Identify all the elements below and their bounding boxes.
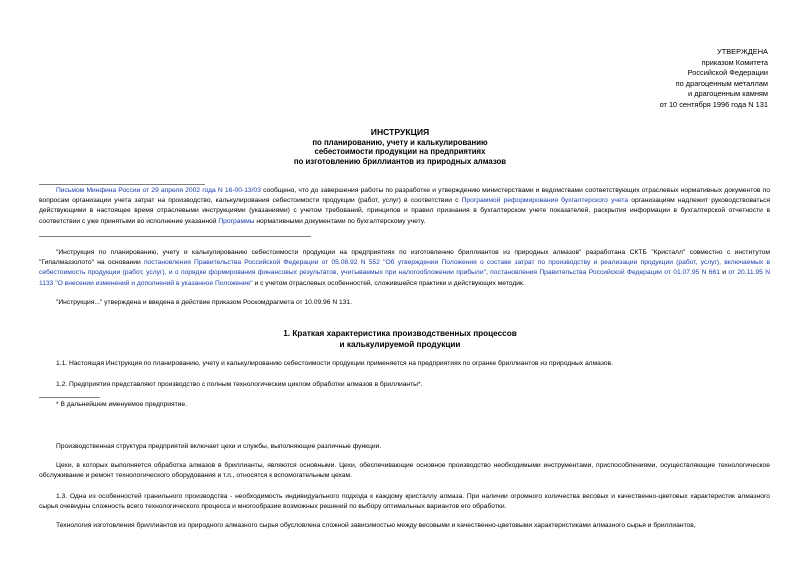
intro-text: и с учетом отраслевых особенностей, сложившейся практики и действующих методик.: [252, 279, 525, 287]
title-line: ИНСТРУКЦИЯ: [370, 127, 430, 137]
title-line: по планированию, учету и калькулированию: [312, 137, 488, 147]
paragraph-technology: Технология изготовления бриллиантов из природного алмазного сырья обусловлена сложной зависимостью между весовыми и качественно-цветовыми характеристиками алмазного сырья и бриллиантов,: [56, 522, 696, 529]
link-reform-program[interactable]: Программой реформирования бухгалтерского учета: [461, 197, 629, 205]
title-line: себестоимости продукции на предприятиях: [314, 147, 486, 157]
section-heading-line: и калькулируемой продукции: [339, 339, 461, 349]
paragraph-structure: Производственная структура предприятий включает цехи и службы, выполняющие различные функции.: [56, 443, 382, 450]
document-title: [190, 128, 610, 166]
paragraph-workshops: Цехи, в которых выполняется обработка алмазов в бриллианты, являются основными. Цехи, обеспечивающие основное производство необходимыми инструментами, приспособлениями, осуществляющие технологическое обслуживание и ремонт технологического оборудования и т.п., относятся к вспомогательным цехам.: [39, 462, 770, 480]
paragraph-1-3: 1.3. Одна из особенностей гранильного производства - необходимость индивидуального подхода к каждому кристаллу алмаза. При наличии огромного количества весовых и качественно-цветовых характеристик алмазного сырья очевидны сложность всего технологического процесса и многообразие возможных решений по выбору оптимальных вариантов его обработки.: [39, 493, 770, 511]
approval-line: приказом Комитета: [701, 57, 768, 67]
editorial-note: [39, 186, 770, 227]
title-line: по изготовлению бриллиантов из природных алмазов: [293, 156, 507, 166]
footnote-divider: [39, 397, 100, 398]
section-heading: [190, 329, 610, 350]
approval-line: и драгоценным камням: [688, 89, 768, 99]
intro-text: ,: [485, 269, 491, 277]
link-resolution-1133[interactable]: от 20.11.95 N 1133 "О внесении изменений и дополнений в указанное Положение": [39, 269, 771, 287]
intro-paragraph: [39, 248, 770, 289]
intro-approval-paragraph: "Инструкция..." утверждена и введена в действие приказом Роскомдрагмета от 10.09.96 N 131.: [56, 299, 353, 306]
paragraph-1-2: 1.2. Предприятия представляют производство с полным технологическим циклом обработки алмазов в бриллианты*.: [56, 381, 423, 388]
link-minfin-letter[interactable]: Письмом Минфина России от 29 апреля 2002 года N 16-00-13/03: [56, 187, 261, 194]
approval-line: Российской Федерации: [687, 68, 768, 78]
link-resolution-661[interactable]: постановления Правительства Российской Федерации от 01.07.95 N 661: [490, 269, 720, 277]
approval-line: УТВЕРЖДЕНА: [717, 47, 768, 56]
intro-text: "Инструкция по планированию, учету и калькулированию себестоимости продукции на предприятиях по изготовлению бриллиантов из природных алмазов" разработана СКТБ "Кристалл" совместно с институтом "Гипалмаззолото" на основании: [39, 249, 770, 267]
approval-block: [660, 47, 768, 111]
note-text: нормативными документами по бухгалтерскому учету.: [254, 217, 426, 225]
approval-line: от 10 сентября 1996 года N 131: [659, 99, 768, 109]
approval-line: по драгоценным металлам: [675, 78, 768, 88]
divider: [39, 184, 205, 185]
paragraph-1-1: 1.1. Настоящая Инструкция по планированию, учету и калькулированию себестоимости продукции применяется на предприятиях по огранке бриллиантов из природных алмазов.: [56, 360, 613, 367]
footnote: * В дальнейшем именуемое предприятие.: [56, 401, 187, 408]
divider: [39, 236, 311, 237]
link-program[interactable]: Программы: [218, 217, 255, 225]
note-text: сообщено, что до завершения работы по разработке и утверждению министерствами и ведомствами соответствующих отраслевых нормативных документов по вопросам организации учета затрат на производство, калькулирования себестоимости продукции (работ, услуг) в соответствии с: [39, 187, 770, 205]
note-text: организациям надлежит руководствоваться действующими в настоящее время отраслевыми инструкциями (указаниями) с учетом требований, принципов и правил признания в бухгалтерском учете показателей, раскрытия информации в бухгалтерской отчетности в соответствии с уже принятыми во исполнение указанной: [39, 197, 771, 225]
section-heading-line: 1. Краткая характеристика производственных процессов: [283, 329, 517, 338]
link-resolution-552[interactable]: постановления Правительства Российской Федерации от 05.08.92 N 552 "Об утверждении Положения о составе затрат по производству и реализации продукции (работ, услуг), включаемых в себестоимость продукции (работ, услуг), и о порядке формирования финансовых результатов, учитываемых при налогообложении прибыли": [39, 259, 770, 277]
intro-text: и: [719, 269, 729, 277]
